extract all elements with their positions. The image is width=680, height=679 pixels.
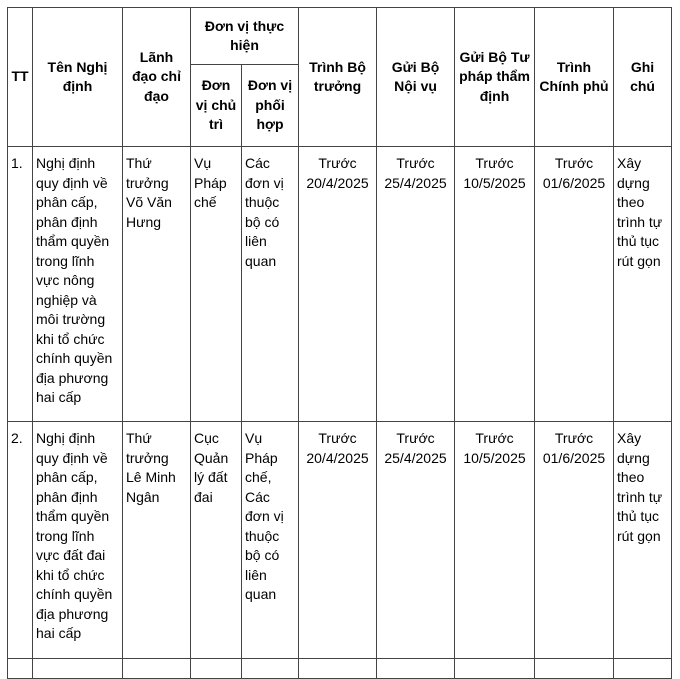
row-number: 2. bbox=[8, 422, 33, 659]
empty-cell bbox=[242, 659, 299, 679]
table-row bbox=[8, 422, 672, 659]
header-lead-unit: Đơn vị chủ trì bbox=[191, 65, 242, 147]
empty-cell bbox=[299, 659, 377, 679]
header-send-home-affairs: Gửi Bộ Nội vụ bbox=[377, 8, 455, 147]
notes: Xây dựng theo trình tự thủ tục rút gọn bbox=[614, 147, 672, 422]
submit-government-date: Trước 01/6/2025 bbox=[535, 147, 614, 422]
decree-name: Nghị định quy định về phân cấp, phân định thẩm quyền trong lĩnh vực nông nghiệp và môi trường khi tổ chức chính quyền địa phương hai cấp bbox=[33, 147, 123, 422]
empty-cell bbox=[191, 659, 242, 679]
header-row bbox=[8, 8, 672, 65]
header-submit-government: Trình Chính phủ bbox=[535, 8, 614, 147]
submit-government-date: Trước 01/6/2025 bbox=[535, 422, 614, 659]
empty-cell bbox=[377, 659, 455, 679]
submit-minister-date: Trước 20/4/2025 bbox=[299, 147, 377, 422]
decree-schedule-table bbox=[7, 7, 672, 679]
empty-cell bbox=[455, 659, 535, 679]
header-implementing-units: Đơn vị thực hiện bbox=[191, 8, 299, 65]
send-home-affairs-date: Trước 25/4/2025 bbox=[377, 147, 455, 422]
header-tt: TT bbox=[8, 8, 33, 147]
empty-cell bbox=[8, 659, 33, 679]
header-leader: Lãnh đạo chỉ đạo bbox=[123, 8, 191, 147]
decree-name: Nghị định quy định về phân cấp, phân định thẩm quyền trong lĩnh vực đất đai khi tổ chức chính quyền địa phương hai cấp bbox=[33, 422, 123, 659]
empty-cell bbox=[33, 659, 123, 679]
leader: Thứ trưởng Lê Minh Ngân bbox=[123, 422, 191, 659]
header-submit-minister: Trình Bộ trưởng bbox=[299, 8, 377, 147]
header-coordinating-unit: Đơn vị phối hợp bbox=[242, 65, 299, 147]
lead-unit: Cục Quản lý đất đai bbox=[191, 422, 242, 659]
header-send-justice: Gửi Bộ Tư pháp thẩm định bbox=[455, 8, 535, 147]
send-justice-date: Trước 10/5/2025 bbox=[455, 422, 535, 659]
empty-cell bbox=[123, 659, 191, 679]
table-row-partial bbox=[8, 659, 672, 679]
notes: Xây dựng theo trình tự thủ tục rút gọn bbox=[614, 422, 672, 659]
leader: Thứ trưởng Võ Văn Hưng bbox=[123, 147, 191, 422]
table-row bbox=[8, 147, 672, 422]
header-decree-name: Tên Nghị định bbox=[33, 8, 123, 147]
empty-cell bbox=[614, 659, 672, 679]
empty-cell bbox=[535, 659, 614, 679]
lead-unit: Vụ Pháp chế bbox=[191, 147, 242, 422]
send-justice-date: Trước 10/5/2025 bbox=[455, 147, 535, 422]
header-notes: Ghi chú bbox=[614, 8, 672, 147]
submit-minister-date: Trước 20/4/2025 bbox=[299, 422, 377, 659]
coordinating-unit: Vụ Pháp chế, Các đơn vị thuộc bộ có liên quan bbox=[242, 422, 299, 659]
row-number: 1. bbox=[8, 147, 33, 422]
coordinating-unit: Các đơn vị thuộc bộ có liên quan bbox=[242, 147, 299, 422]
send-home-affairs-date: Trước 25/4/2025 bbox=[377, 422, 455, 659]
